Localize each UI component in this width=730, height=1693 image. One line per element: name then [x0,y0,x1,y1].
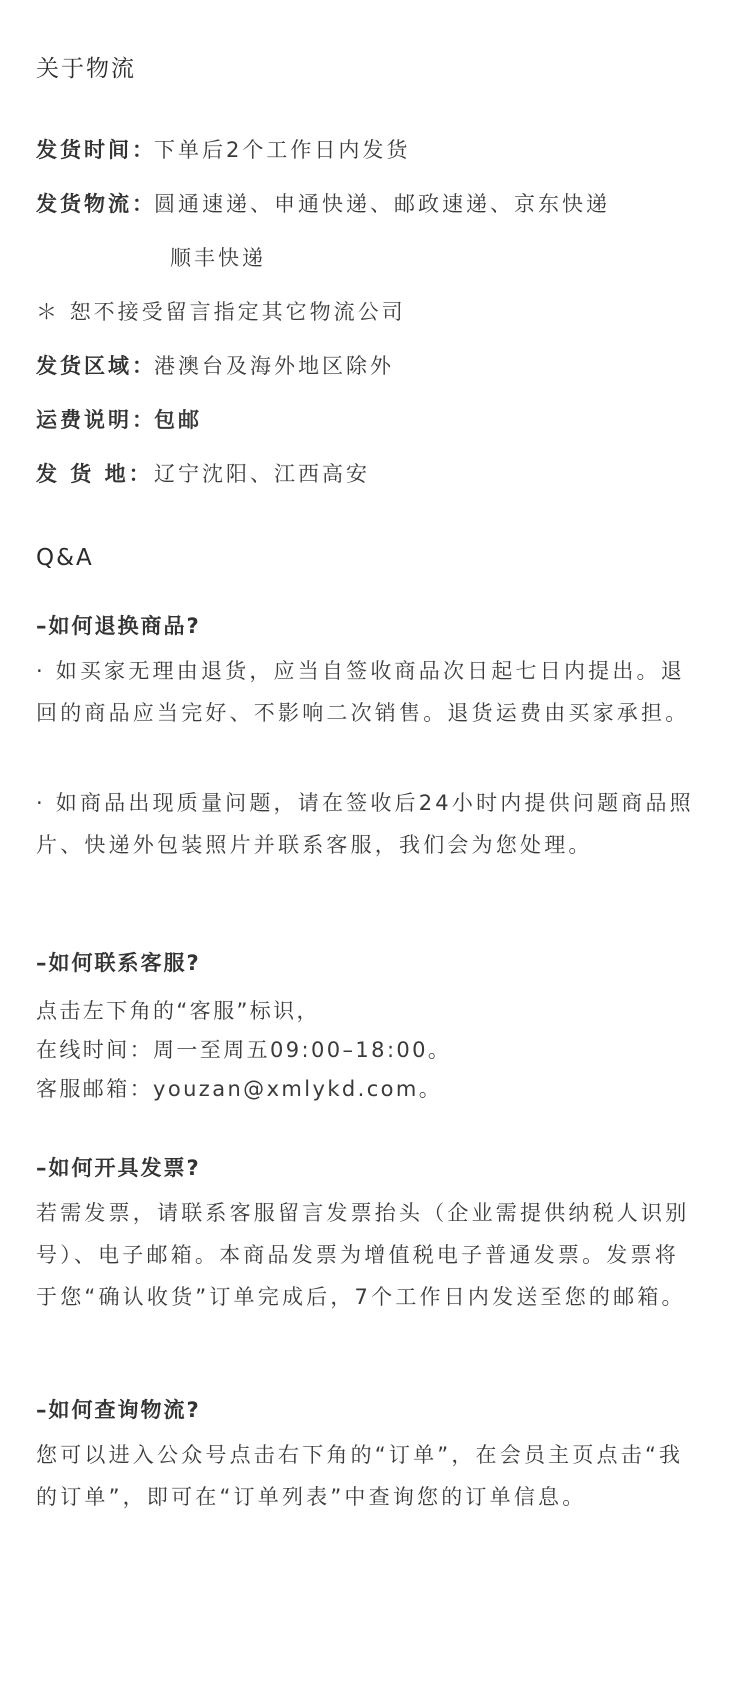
question-invoice: –如何开具发票? [36,1156,201,1180]
ship-region-label: 发货区域： [36,354,156,378]
carrier-note: ＊ 恕不接受留言指定其它物流公司 [36,300,406,324]
carriers-row [36,188,610,218]
answer-tracking-paragraph: 您可以进入公众号点击右下角的“订单”，在会员主页点击“我的订单”，即可在“订单列表”中查询您的订单信息。 [36,1443,684,1509]
logistics-title: 关于物流 [36,56,136,82]
question-returns: –如何退换商品? [36,614,201,638]
qa-title: Q&A [36,545,94,571]
answer-invoice-paragraph: 若需发票，请联系客服留言发票抬头（企业需提供纳税人识别号）、电子邮箱。本商品发票为增值税电子普通发票。发票将于您“确认收货”订单完成后，7个工作日内发送至您的邮箱。 [36,1201,690,1309]
ship-time-value: 下单后2个工作日内发货 [154,138,411,162]
ship-region-value: 港澳台及海外地区除外 [154,354,394,378]
carriers-value-extra: 顺丰快递 [170,246,266,270]
ship-time-row [36,134,410,164]
answer-quality-paragraph: · 如商品出现质量问题，请在签收后24小时内提供问题商品照片、快递外包装照片并联系客服，我们会为您处理。 [36,791,694,857]
ship-time-label: 发货时间： [36,138,156,162]
ship-region-row [36,350,394,380]
ship-origin-value: 辽宁沈阳、江西高安 [154,462,370,486]
shipping-fee-row [36,404,202,434]
question-contact: –如何联系客服? [36,951,201,975]
contact-email-line: 客服邮箱：youzan@xmlykd.com。 [36,1077,443,1101]
ship-origin-label: 发 货 地： [36,462,153,486]
carriers-label: 发货物流： [36,192,156,216]
carriers-value: 圆通速递、申通快递、邮政速递、京东快递 [154,192,610,216]
contact-line-1: 点击左下角的“客服”标识， [36,999,320,1023]
shipping-fee-value: 包邮 [154,408,202,432]
ship-origin-row [36,458,370,488]
answer-returns-paragraph: · 如买家无理由退货，应当自签收商品次日起七日内提出。退回的商品应当完好、不影响二次销售。退货运费由买家承担。 [36,659,690,725]
question-tracking: –如何查询物流? [36,1398,201,1422]
shipping-fee-label: 运费说明： [36,408,156,432]
contact-line-2: 在线时间：周一至周五09:00–18:00。 [36,1038,452,1062]
